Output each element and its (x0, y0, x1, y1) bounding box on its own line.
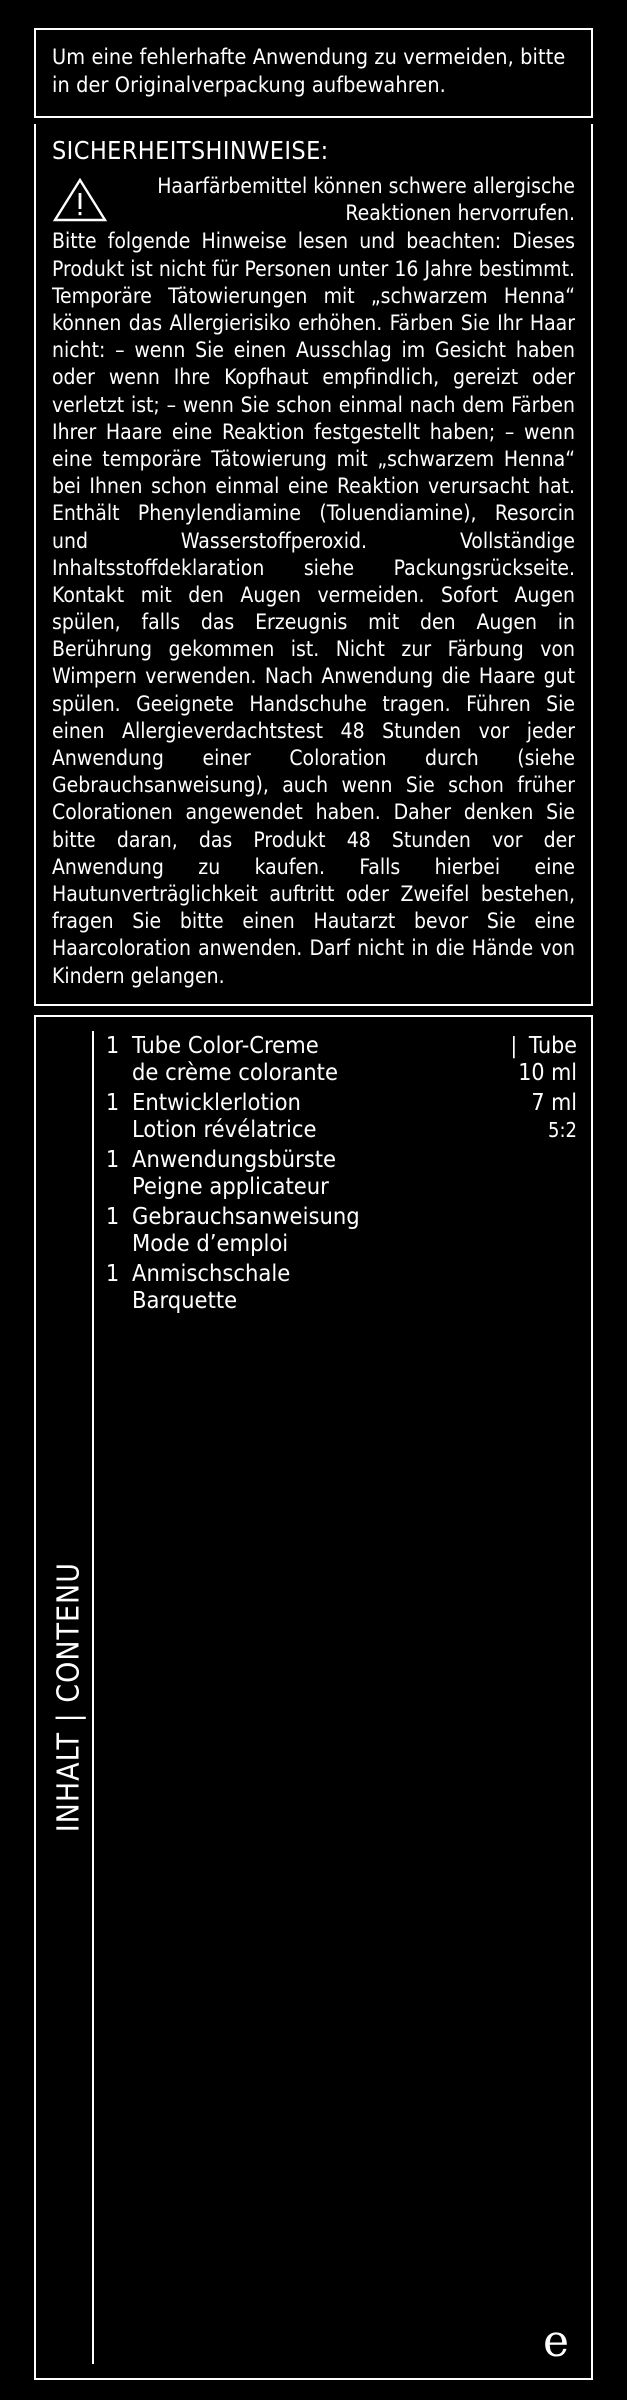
list-item (106, 1088, 577, 1143)
safety-information-box (34, 124, 593, 1006)
list-item (106, 1031, 577, 1086)
item-name-fr: Lotion révélatrice (132, 1114, 317, 1143)
item-amount: 7 ml (531, 1089, 577, 1116)
mixing-ratio: 5:2 (548, 1117, 577, 1142)
safety-title: SICHERHEITSHINWEISE: (52, 135, 329, 165)
warning-triangle-icon (52, 177, 108, 223)
item-quantity: 1 (106, 1089, 120, 1116)
item-name-fr: Peigne applicateur (132, 1171, 329, 1200)
storage-instruction-text: Um eine fehlerhafte Anwendung zu vermeiden, bitte in der Originalverpackung aufbewahren. (52, 45, 566, 98)
safety-body-text: Bitte folgende Hinweise lesen und beachten: Dieses Produkt ist nicht für Personen unter 16 Jahre bestimmt. Temporäre Tätowierungen mit „schwarzem Henna“ können das Allergierisiko erhöhen. Färben Sie Ihr Haar nicht: – wenn Sie einen Ausschlag im Gesicht haben oder wenn Ihre Kopfhaut empfindlich, gereizt oder verletzt ist; – wenn Sie schon einmal nach dem Färben Ihrer Haare eine Reaktion festgestellt haben; – wenn eine temporäre Tätowierung mit „schwarzem Henna“ bei Ihnen schon einmal eine Reaktion verursacht hat. Enthält Phenylendiamine (Toluendiamine), Resorcin und Wasserstoffperoxid. Vollständige Inhaltsstoffdeklaration siehe Packungsrückseite. Kontakt mit den Augen vermeiden. Sofort Augen spülen, falls das Erzeugnis mit den Augen in Berührung gekommen ist. Nicht zur Färbung von Wimpern verwenden. Nach Anwendung die Haare gut spülen. Geeignete Handschuhe tragen. Führen Sie einen Allergieverdachtstest 48 Stunden vor jeder Anwendung einer Coloration durch (siehe Gebrauchsanweisung), auch wenn Sie schon früher Colorationen angewendet haben. Daher denken Sie bitte daran, das Produkt 48 Stunden vor der Anwendung zu kaufen. Falls hierbei eine Hautunverträglichkeit auftritt oder Zweifel bestehen, fragen Sie bitte einen Hautarzt bevor Sie eine Haarcoloration anwenden. Darf nicht in die Hände von Kindern gelangen. (52, 229, 575, 988)
item-name-de: Entwicklerlotion (132, 1087, 301, 1116)
contents-list (106, 1029, 577, 2366)
item-name-fr: de crème colorante (132, 1057, 338, 1086)
contents-label: INHALT | CONTENU (51, 1562, 87, 1833)
item-unit-fr: Tube (528, 1032, 577, 1059)
safety-headline-text: Haarfärbemittel können schwere allergische Reaktionen hervorrufen. (157, 173, 575, 226)
estimated-sign-icon: e (542, 2316, 569, 2367)
contents-box (34, 1015, 593, 2380)
item-quantity: 1 (106, 1146, 120, 1173)
item-amount: 10 ml (518, 1059, 577, 1086)
list-item (106, 1145, 577, 1200)
column-separator: | (510, 1033, 518, 1059)
item-name-fr: Barquette (132, 1285, 238, 1314)
list-item (106, 1202, 577, 1257)
list-item (106, 1259, 577, 1314)
item-name-de: Anmischschale (132, 1258, 291, 1287)
contents-divider (92, 1031, 94, 2364)
item-name-de: Gebrauchsanweisung (132, 1201, 360, 1230)
item-quantity: 1 (106, 1260, 120, 1287)
item-name-de: Anwendungsbürste (132, 1144, 337, 1173)
safety-headline-row (52, 173, 575, 228)
item-name-de: Tube Color-Creme (132, 1030, 319, 1059)
item-name-fr: Mode d’emploi (132, 1228, 289, 1257)
storage-instruction-box (34, 28, 593, 118)
item-quantity: 1 (106, 1032, 120, 1059)
item-quantity: 1 (106, 1203, 120, 1230)
